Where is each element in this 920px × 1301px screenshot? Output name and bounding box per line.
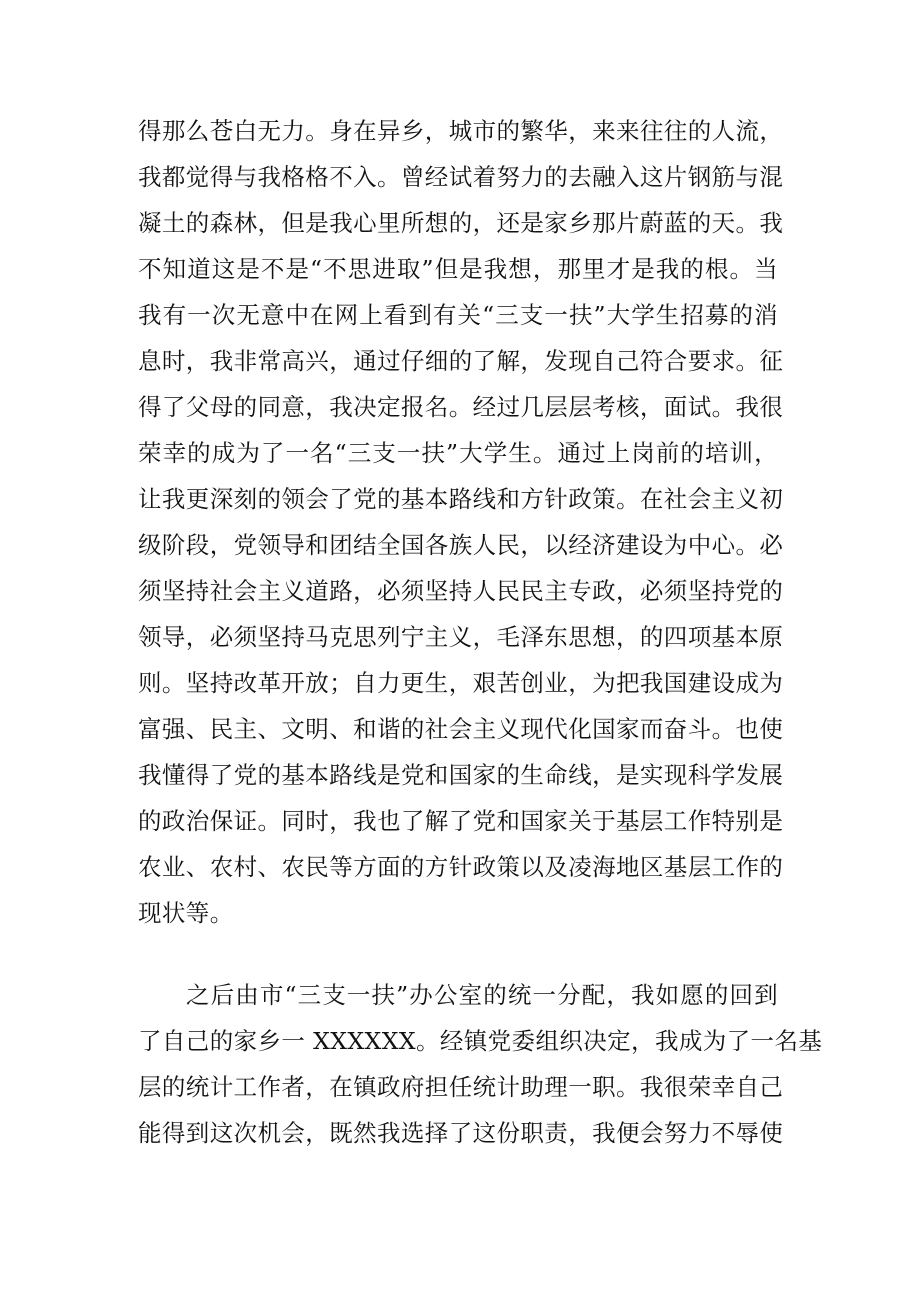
paragraph-2 <box>138 972 823 1156</box>
text-line: 之后由市“三支一扶”办公室的统一分配，我如愿的回到 <box>186 981 778 1009</box>
text-line: 得了父母的同意，我决定报名。经过几层层考核，面试。我很 <box>138 393 784 421</box>
text-line: 让我更深刻的领会了党的基本路线和方针政策。在社会主义初 <box>138 485 784 513</box>
text-line: 层的统计工作者，在镇政府担任统计助理一职。我很荣幸自己 <box>138 1073 784 1101</box>
text-line: 得那么苍白无力。身在异乡，城市的繁华，来来往往的人流， <box>138 117 784 145</box>
text-line: 现状等。 <box>138 899 234 927</box>
text-line: 领导，必须坚持马克思列宁主义，毛泽东思想，的四项基本原 <box>138 623 784 651</box>
text-line: 我懂得了党的基本路线是党和国家的生命线，是实现科学发展 <box>138 761 784 789</box>
text-line: 富强、民主、文明、和谐的社会主义现代化国家而奋斗。也使 <box>138 715 784 743</box>
text-line: 我有一次无意中在网上看到有关“三支一扶”大学生招募的消 <box>138 301 778 329</box>
text-line: 则。坚持改革开放；自力更生，艰苦创业，为把我国建设成为 <box>138 669 784 697</box>
text-line: 凝土的森林，但是我心里所想的，还是家乡那片蔚蓝的天。我 <box>138 209 784 237</box>
text-line: 的政治保证。同时，我也了解了党和国家关于基层工作特别是 <box>138 807 784 835</box>
text-line: 农业、农村、农民等方面的方针政策以及凌海地区基层工作的 <box>138 853 784 881</box>
text-line: 了自己的家乡一 XXXXXX。经镇党委组织决定，我成为了一名基 <box>138 1027 823 1055</box>
text-line: 我都觉得与我格格不入。曾经试着努力的去融入这片钢筋与混 <box>138 163 784 191</box>
paragraph-1 <box>138 108 784 936</box>
text-line: 须坚持社会主义道路，必须坚持人民民主专政，必须坚持党的 <box>138 577 784 605</box>
text-line: 能得到这次机会，既然我选择了这份职责，我便会努力不辱使 <box>138 1119 784 1147</box>
text-line: 荣幸的成为了一名“三支一扶”大学生。通过上岗前的培训， <box>138 439 778 467</box>
text-line: 息时，我非常高兴，通过仔细的了解，发现自己符合要求。征 <box>138 347 784 375</box>
text-line: 不知道这是不是“不思进取”但是我想，那里才是我的根。当 <box>138 255 778 283</box>
text-line: 级阶段，党领导和团结全国各族人民，以经济建设为中心。必 <box>138 531 784 559</box>
